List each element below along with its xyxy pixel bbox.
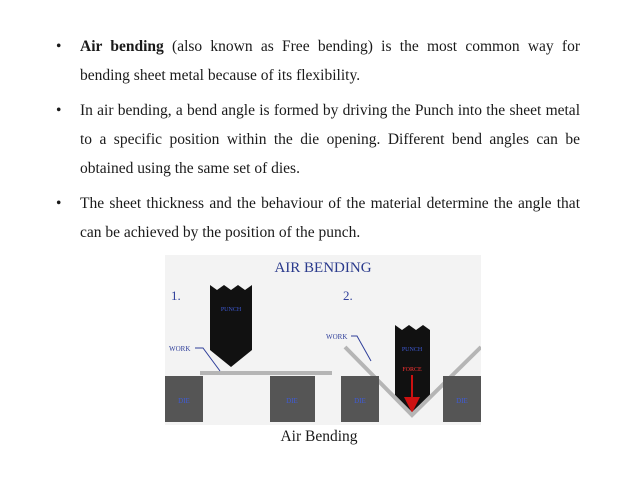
die-2-left-label: DIE: [354, 397, 366, 405]
bullet-3-text: The sheet thickness and the behaviour of the material determine the angle that can be achieved by the position of the punch.: [80, 195, 580, 241]
step-1-label: 1.: [171, 288, 181, 303]
bullet-item-1: [52, 32, 580, 90]
bullet-1-text: (also known as Free bending) is the most common way for bending sheet metal because of its flexibility.: [80, 38, 580, 84]
bullet-list: [52, 32, 580, 253]
bullet-item-3: [52, 189, 580, 247]
bullet-1-bold-term: Air bending: [80, 38, 164, 55]
force-label: FORCE: [402, 367, 422, 373]
die-1-right-label: DIE: [286, 397, 298, 405]
work-sheet-1: [200, 371, 332, 375]
punch-2-label: PUNCH: [401, 347, 423, 353]
figure-title: AIR BENDING: [274, 260, 372, 276]
work-2-label: WORK: [326, 333, 348, 341]
punch-1: [210, 285, 252, 367]
bullet-2-text: In air bending, a bend angle is formed by driving the Punch into the sheet metal to a specific position within the die opening. Different bend angles can be obtained using the same set of dies.: [80, 102, 580, 177]
bullet-marker: •: [56, 195, 62, 212]
bullet-item-2: [52, 96, 580, 183]
bullet-marker: •: [56, 102, 62, 119]
air-bending-figure: [165, 255, 481, 425]
air-bending-diagram: [165, 255, 481, 425]
figure-caption: Air Bending: [280, 428, 358, 445]
die-1-left-label: DIE: [178, 397, 190, 405]
die-2-right-label: DIE: [456, 397, 468, 405]
bullet-marker: •: [56, 38, 62, 55]
punch-1-label: PUNCH: [220, 307, 242, 313]
step-2-label: 2.: [343, 288, 353, 303]
work-1-label: WORK: [169, 345, 191, 353]
